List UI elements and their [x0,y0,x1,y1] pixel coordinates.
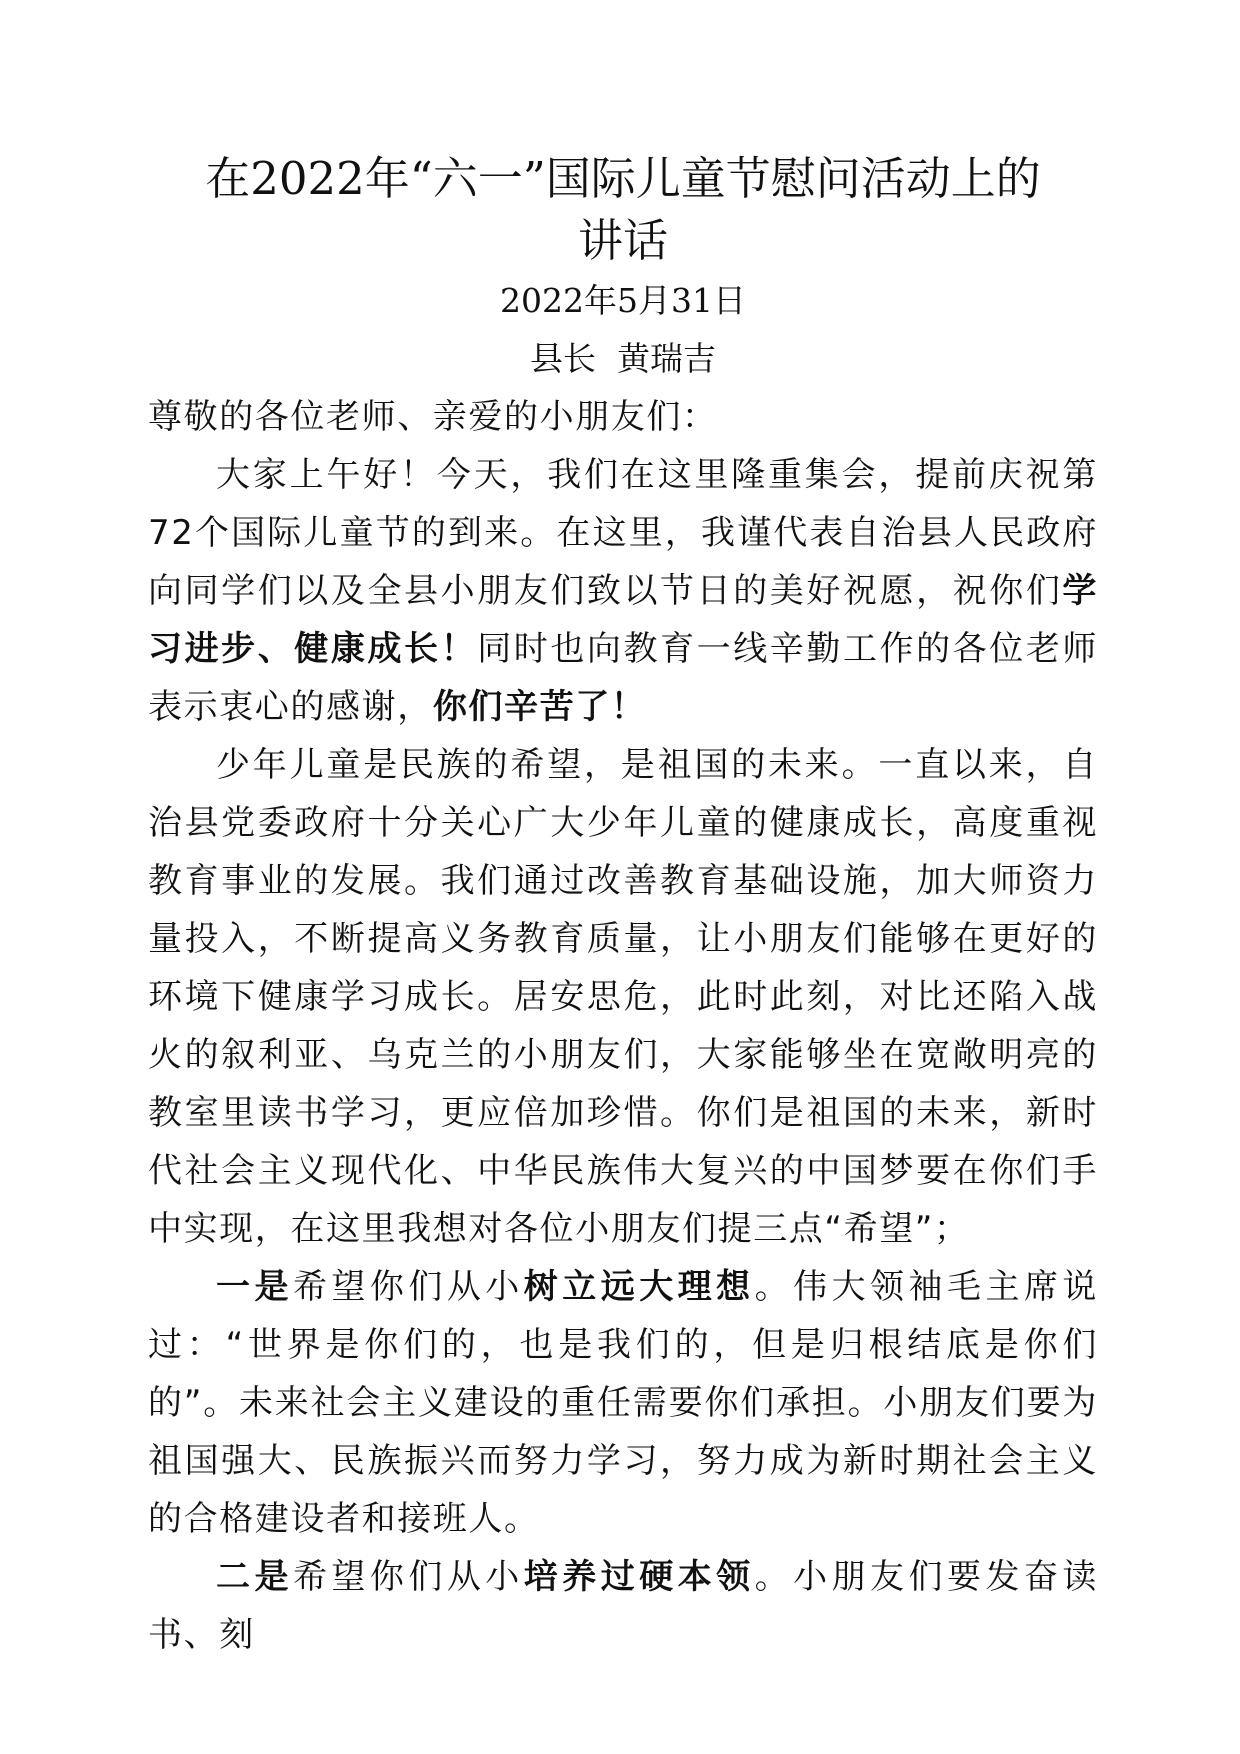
paragraph-4 [148,1548,1098,1664]
p1-bold-thanks: 你们辛苦了！ [432,687,647,727]
document-title [148,148,1098,272]
p1-bold-wish: 学习进步、健康成长！ [148,571,1098,669]
salutation: 尊敬的各位老师、亲爱的小朋友们： [148,397,718,437]
paragraph-3 [148,1258,1098,1548]
p4-lead: 二是 [216,1557,293,1597]
p3-lead: 一是 [216,1267,293,1307]
paragraph-1 [148,446,1098,736]
p1-text-c: 同时也向教育一线辛勤工作的各位老师表示衷心的感谢， [148,629,1098,727]
p4-bold-skill: 培养过硬本领 [523,1557,755,1597]
p3-text-c: 。伟大领袖毛主席说过：“世界是你们的，也是我们的，但是归根结底是你们的”。未来社会主义建设的重任需要你们承担。小朋友们要为祖国强大、民族振兴而努力学习，努力成为新时期社会主义的合格建设者和接班人。 [148,1267,1099,1539]
p4-text-a: 希望你们从小 [292,1557,524,1597]
document-page [148,148,1098,1664]
p3-text-a: 希望你们从小 [292,1267,524,1307]
speech-date: 2022年5月31日 [500,281,746,320]
p3-bold-ideal: 树立远大理想 [523,1267,755,1307]
p4-text-c: 。小朋友们要发奋读书、刻 [148,1557,1099,1655]
paragraph-2: 少年儿童是民族的希望，是祖国的未来。一直以来，自治县党委政府十分关心广大少年儿童的健康成长，高度重视教育事业的发展。我们通过改善教育基础设施，加大师资力量投入，不断提高义务教育质量，让小朋友们能够在更好的环境下健康学习成长。居安思危，此时此刻，对比还陷入战火的叙利亚、乌克兰的小朋友们，大家能够坐在宽敞明亮的教室里读书学习，更应倍加珍惜。你们是祖国的未来，新时代社会主义现代化、中华民族伟大复兴的中国梦要在你们手中实现，在这里我想对各位小朋友们提三点“希望”； [148,745,1098,1249]
title-line-2: 讲话 [577,214,668,267]
title-line-1: 在2022年“六一”国际儿童节慰问活动上的 [205,152,1041,205]
speaker: 县长 黄瑞吉 [530,339,716,378]
p1-text-a: 大家上午好！今天，我们在这里隆重集会，提前庆祝第72个国际儿童节的到来。在这里，我谨代表自治县人民政府向同学们以及全县小朋友们致以节日的美好祝愿，祝你们 [148,455,1098,611]
